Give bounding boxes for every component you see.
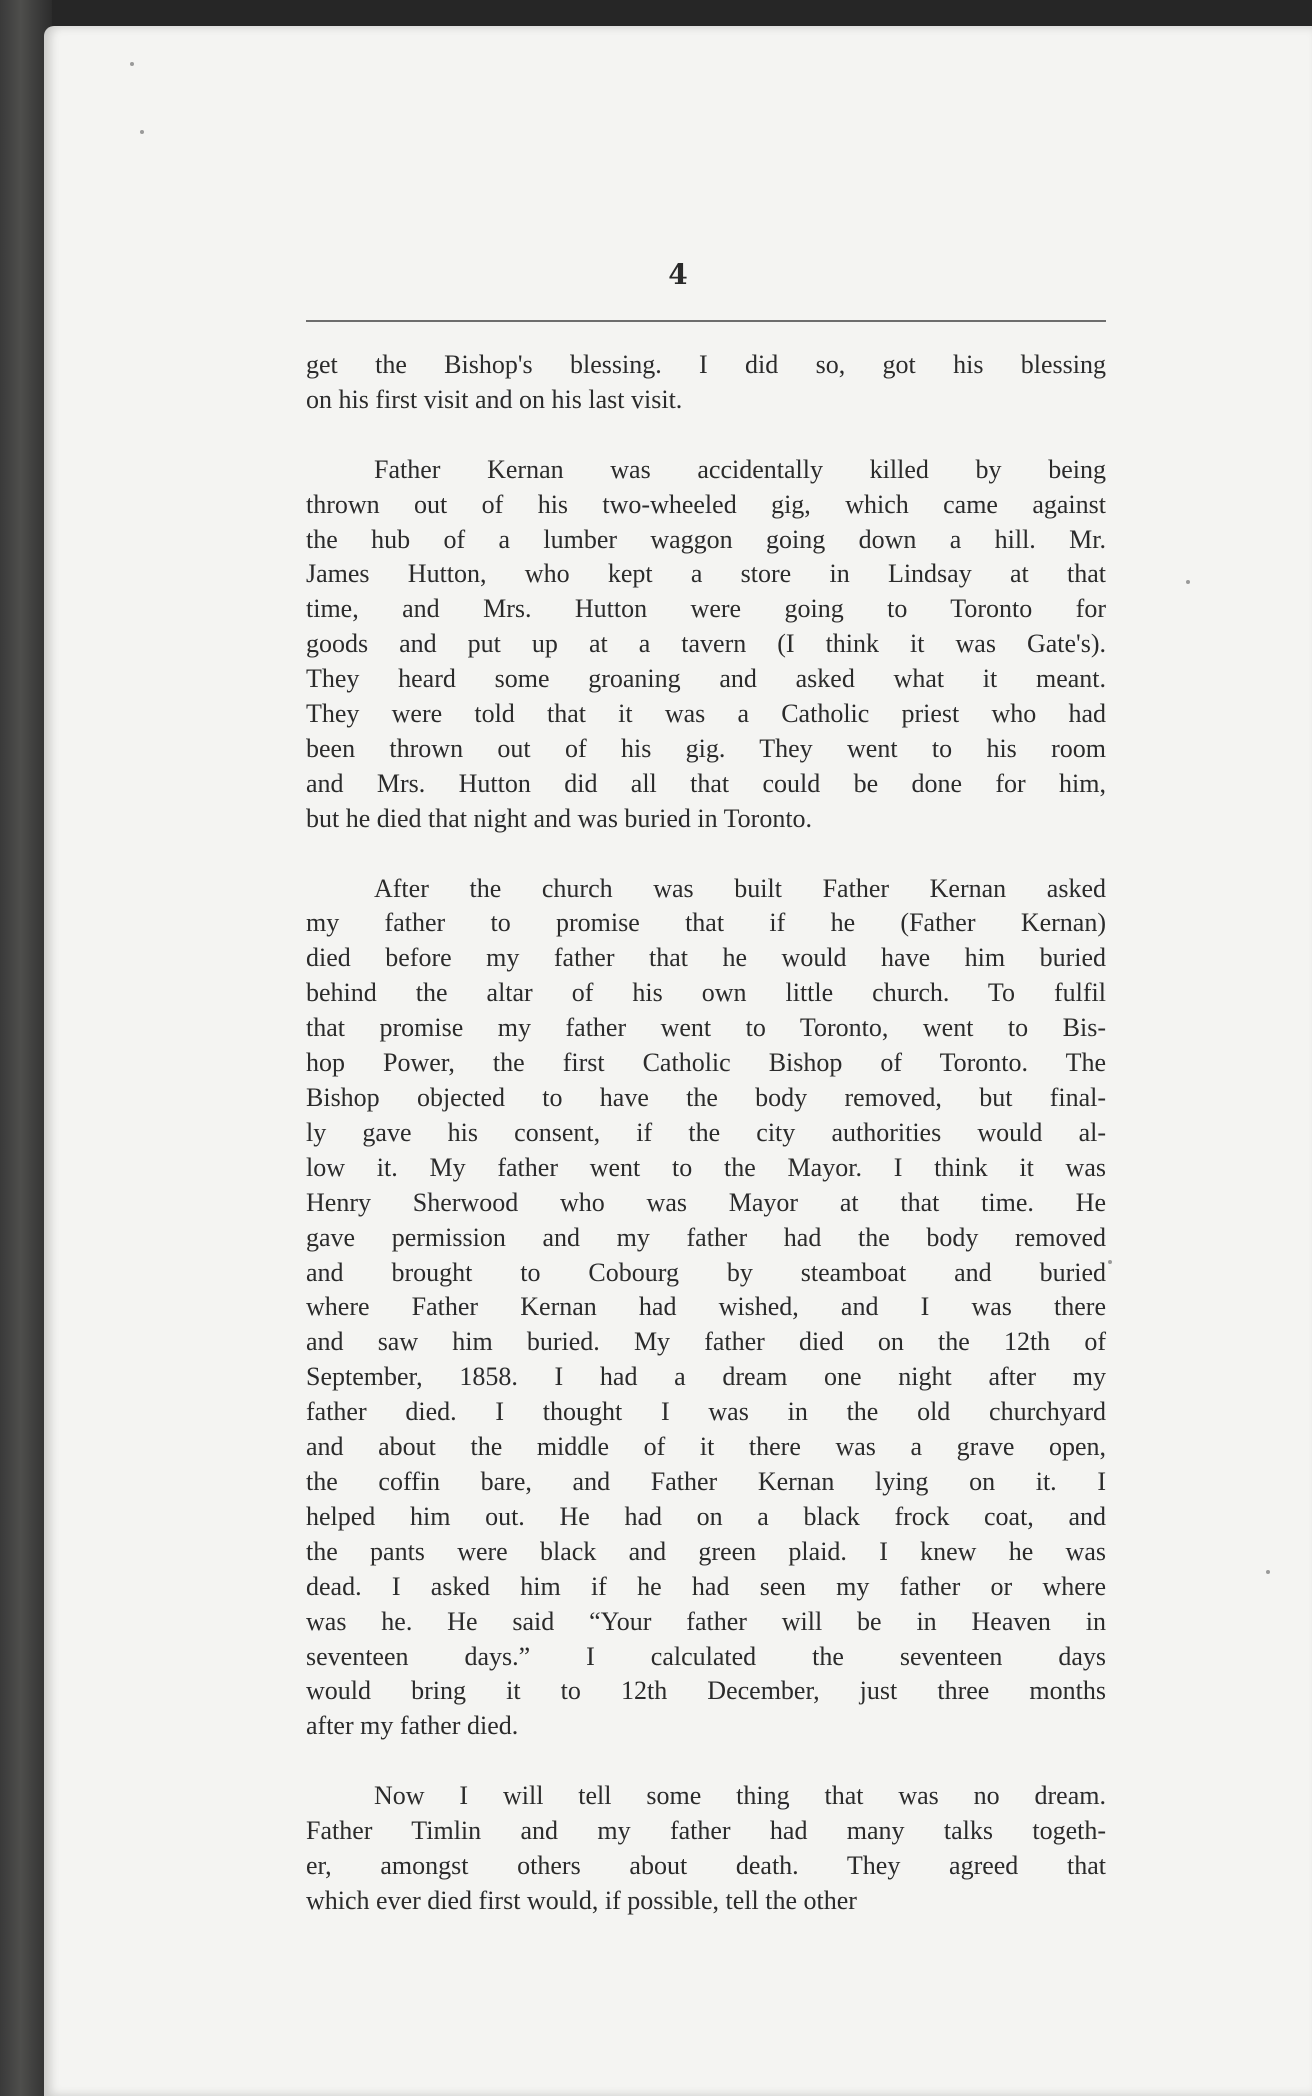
text-line-content: seventeen days.” I calculated the seventeen days — [306, 1641, 1106, 1671]
text-line-content: which ever died first would, if possible, tell the other — [306, 1885, 857, 1915]
header-rule — [306, 320, 1106, 322]
text-line-content: thrown out of his two-wheeled gig, which came against — [306, 489, 1106, 519]
text-line — [306, 383, 1106, 418]
text-line-content: and brought to Cobourg by steamboat and buried — [306, 1257, 1106, 1287]
text-line-content: been thrown out of his gig. They went to his room — [306, 733, 1106, 763]
text-line-content: get the Bishop's blessing. I did so, got his blessing — [306, 350, 1106, 379]
text-line-content: where Father Kernan had wished, and I was there — [306, 1292, 1106, 1322]
paper-speck — [1266, 1570, 1270, 1574]
page-number: 4 — [668, 258, 688, 291]
text-line — [306, 697, 1106, 732]
text-line-content: time, and Mrs. Hutton were going to Toronto for — [306, 594, 1106, 624]
text-line-content: Now I will tell some thing that was no dream. — [374, 1781, 1106, 1811]
text-line-content: and Mrs. Hutton did all that could be done for him, — [306, 768, 1106, 798]
paper-speck — [1108, 1260, 1112, 1264]
text-line — [306, 1570, 1106, 1605]
text-line — [306, 1674, 1106, 1709]
text-line-content: but he died that night and was buried in Toronto. — [306, 803, 813, 833]
paper-speck — [140, 130, 144, 134]
text-line — [306, 1151, 1106, 1186]
text-line — [306, 1884, 1106, 1919]
text-line — [306, 1640, 1106, 1675]
text-line — [306, 1814, 1106, 1849]
text-line-content: the pants were black and green plaid. I knew he was — [306, 1536, 1106, 1566]
text-line — [306, 1360, 1106, 1395]
text-line — [306, 802, 1106, 837]
text-line — [306, 1395, 1106, 1430]
text-line-content: hop Power, the first Catholic Bishop of Toronto. The — [306, 1048, 1106, 1078]
text-line — [306, 1325, 1106, 1360]
text-line-content: low it. My father went to the Mayor. I think it was — [306, 1152, 1106, 1182]
text-line — [306, 627, 1106, 662]
text-line — [306, 1605, 1106, 1640]
text-line — [306, 592, 1106, 627]
text-line — [306, 1186, 1106, 1221]
paragraph-gap — [306, 418, 1106, 453]
text-line-content: after my father died. — [306, 1711, 519, 1741]
text-line — [306, 872, 1106, 907]
text-line-content: that promise my father went to Toronto, went to Bis- — [306, 1013, 1106, 1043]
text-line — [306, 767, 1106, 802]
text-line — [306, 488, 1106, 523]
text-line-content: ly gave his consent, if the city authorities would al- — [306, 1117, 1106, 1147]
body-text — [306, 348, 1106, 1919]
paper-speck — [1186, 580, 1190, 584]
text-line — [306, 1500, 1106, 1535]
text-line-content: Father Timlin and my father had many talks togeth- — [306, 1816, 1106, 1846]
text-line-content: er, amongst others about death. They agreed that — [306, 1850, 1106, 1880]
paragraph-gap — [306, 837, 1106, 872]
text-line-content: died before my father that he would have him buried — [306, 943, 1106, 973]
text-line — [306, 1116, 1106, 1151]
text-line-content: my father to promise that if he (Father Kernan) — [306, 908, 1106, 938]
text-line — [306, 1256, 1106, 1291]
text-line-content: behind the altar of his own little church. To fulfil — [306, 978, 1106, 1008]
text-line-content: They heard some groaning and asked what it meant. — [306, 664, 1106, 694]
text-line-content: father died. I thought I was in the old churchyard — [306, 1397, 1106, 1427]
text-line — [306, 1465, 1106, 1500]
text-line — [306, 523, 1106, 558]
text-line — [306, 1290, 1106, 1325]
paper-speck — [130, 62, 134, 66]
paragraph-gap — [306, 1744, 1106, 1779]
text-line — [306, 1221, 1106, 1256]
text-line-content: the hub of a lumber waggon going down a hill. Mr. — [306, 524, 1106, 554]
text-line — [306, 906, 1106, 941]
text-line-content: gave permission and my father had the body removed — [306, 1222, 1106, 1252]
text-line — [306, 1430, 1106, 1465]
text-line-content: was he. He said “Your father will be in Heaven in — [306, 1606, 1106, 1636]
text-line-content: After the church was built Father Kernan asked — [374, 873, 1106, 903]
text-line — [306, 1046, 1106, 1081]
text-line — [306, 732, 1106, 767]
text-line — [306, 941, 1106, 976]
text-line-content: Bishop objected to have the body removed, but final- — [306, 1083, 1106, 1112]
text-line — [306, 1779, 1106, 1814]
text-line-content: September, 1858. I had a dream one night after my — [306, 1362, 1106, 1392]
text-line-content: dead. I asked him if he had seen my father or where — [306, 1571, 1106, 1601]
text-line — [306, 557, 1106, 592]
text-line-content: Henry Sherwood who was Mayor at that time. He — [306, 1187, 1106, 1217]
text-line — [306, 662, 1106, 697]
text-line-content: James Hutton, who kept a store in Lindsay at that — [306, 559, 1106, 589]
text-line-content: and saw him buried. My father died on the 12th of — [306, 1327, 1106, 1357]
text-line — [306, 1011, 1106, 1046]
text-line-content: goods and put up at a tavern (I think it was Gate's). — [306, 629, 1106, 659]
text-line — [306, 1081, 1106, 1116]
text-line — [306, 453, 1106, 488]
book-page — [44, 26, 1312, 2096]
text-line — [306, 1849, 1106, 1884]
text-line — [306, 1535, 1106, 1570]
text-line-content: helped him out. He had on a black frock coat, and — [306, 1501, 1106, 1531]
text-line-content: would bring it to 12th December, just three months — [306, 1676, 1106, 1706]
text-line-content: Father Kernan was accidentally killed by being — [374, 454, 1106, 484]
text-line-content: and about the middle of it there was a grave open, — [306, 1432, 1106, 1462]
text-line — [306, 976, 1106, 1011]
text-line — [306, 1709, 1106, 1744]
text-line — [306, 348, 1106, 383]
text-line-content: the coffin bare, and Father Kernan lying on it. I — [306, 1466, 1106, 1496]
text-line-content: They were told that it was a Catholic priest who had — [306, 699, 1106, 729]
text-line-content: on his first visit and on his last visit. — [306, 384, 683, 414]
